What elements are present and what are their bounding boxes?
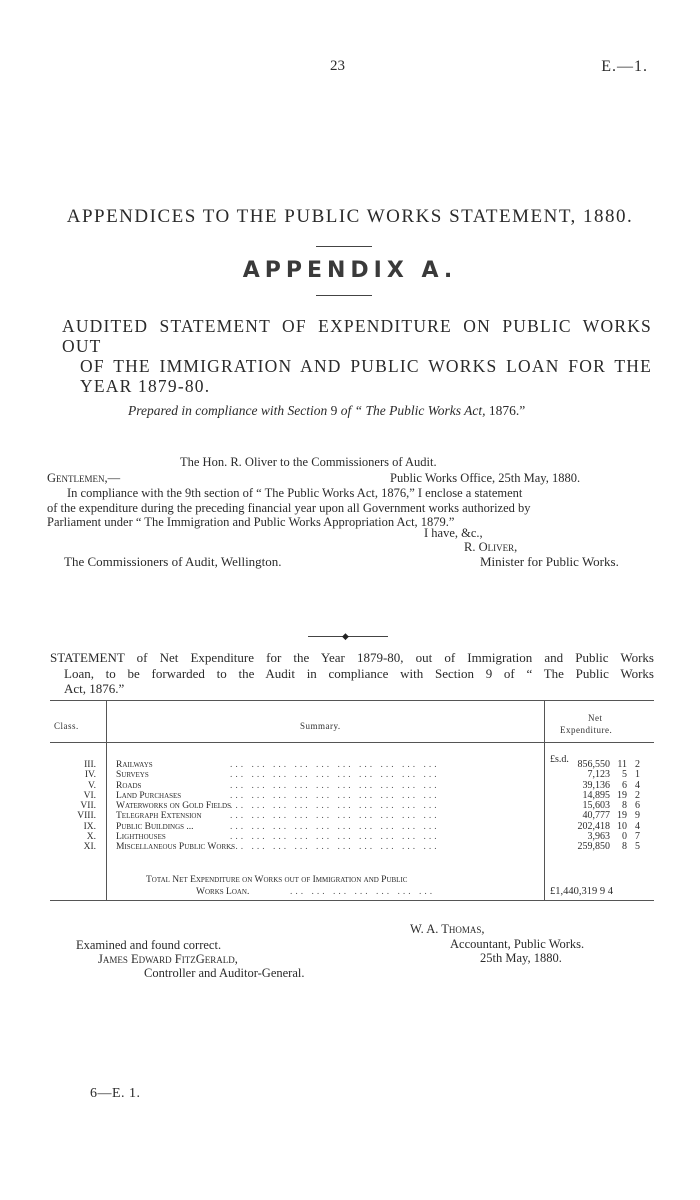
auditor-title: Controller and Auditor-General. <box>144 966 305 980</box>
amount-pounds: 40,777 <box>582 810 610 822</box>
prepared-section-number: 9 <box>330 403 338 418</box>
amount-shillings: 11 <box>617 759 627 770</box>
table-row <box>50 832 654 842</box>
unit-pence: d. <box>561 754 569 765</box>
expenditure-statement-heading <box>50 650 654 697</box>
amount-pence: 4 <box>635 779 640 791</box>
unit-pounds: £ <box>550 754 555 765</box>
amount-pounds: 202,418 <box>577 820 610 832</box>
row-summary: Roads <box>116 780 142 791</box>
accountant-name: W. A. Thomas, <box>410 922 485 936</box>
leader-dots: ... ... ... ... ... ... ... ... ... ... <box>230 770 440 781</box>
amount-pounds: 259,850 <box>577 841 610 853</box>
row-summary: Waterworks on Gold Fields <box>116 801 231 812</box>
amount-pounds: 15,603 <box>582 800 610 812</box>
row-summary: Railways <box>116 760 153 770</box>
table-row <box>50 811 654 821</box>
series-reference: E.—1. <box>601 58 648 75</box>
statement-title-line: YEAR 1879-80. <box>80 376 211 396</box>
column-header-expenditure: Expenditure. <box>560 725 613 735</box>
statement-heading-line: STATEMENT of Net Expenditure for the Year 1879-80, out of Immigration and Public Works <box>50 650 654 665</box>
letter-salutation: Gentlemen,— <box>47 471 121 485</box>
table-rows <box>50 760 654 853</box>
page-number: 23 <box>330 58 345 74</box>
amount-pence: 7 <box>635 831 640 843</box>
table-row <box>50 801 654 811</box>
accountant-date: 25th May, 1880. <box>480 951 562 965</box>
leader-dots: ... ... ... ... ... ... ... <box>290 887 436 897</box>
leader-dots: ... ... ... ... ... ... ... ... ... ... <box>230 821 440 832</box>
amount-shillings: 5 <box>622 769 627 781</box>
leader-dots: ... ... ... ... ... ... ... ... ... ... <box>230 801 440 812</box>
table-row <box>50 791 654 801</box>
statement-title <box>62 316 652 396</box>
leader-dots: ... ... ... ... ... ... ... ... ... ... <box>230 842 440 853</box>
column-header-summary: Summary. <box>300 721 341 731</box>
expenditure-table <box>50 700 654 900</box>
statement-title-line: OF THE IMMIGRATION AND PUBLIC WORKS LOAN FOR THE <box>80 356 652 376</box>
letter-body-line: Parliament under “ The Immigration and Public Works Appropriation Act, 1879.” <box>47 515 455 529</box>
leader-dots: ... ... ... ... ... ... ... ... ... ... <box>230 832 440 843</box>
divider-rule <box>316 295 372 296</box>
amount-shillings: 0 <box>622 831 627 843</box>
appendix-heading: APPENDIX A. <box>242 258 458 283</box>
letter-body-line: In compliance with the 9th section of “ The Public Works Act, 1876,” I enclose a statement <box>67 486 523 500</box>
unit-shillings: s. <box>555 754 562 765</box>
auditor-name: James Edward FitzGerald, <box>98 952 238 966</box>
total-amount: £1,440,319 9 4 <box>550 886 613 897</box>
letter-signatory: R. Oliver, <box>464 540 518 554</box>
letter-signatory-title: Minister for Public Works. <box>480 554 619 569</box>
letter-body <box>47 486 654 530</box>
ornament-diamond-icon: ◆ <box>342 631 349 641</box>
statement-heading-line: Loan, to be forwarded to the Audit in compliance with Section 9 of “ The Public Works <box>64 665 654 681</box>
row-class: X. <box>86 832 96 843</box>
row-summary: Telegraph Extension <box>116 811 202 822</box>
row-class: III. <box>84 760 96 770</box>
row-class: VIII. <box>77 811 96 822</box>
leader-dots: ... ... ... ... ... ... ... ... ... ... <box>230 780 440 791</box>
amount-pence: 1 <box>635 769 640 781</box>
table-rule <box>50 700 654 701</box>
amount-pence: 6 <box>635 800 640 812</box>
table-row <box>50 842 654 852</box>
prepared-year: 1876.” <box>488 403 526 418</box>
amount-pounds: 7,123 <box>587 769 610 781</box>
total-label-line: Total Net Expenditure on Works out of Immigration and Public <box>146 875 408 885</box>
amount-pence: 2 <box>635 759 640 770</box>
leader-dots: ... ... ... ... ... ... ... ... ... ... <box>230 790 440 801</box>
amount-shillings: 8 <box>622 800 627 812</box>
row-class: IX. <box>83 821 96 832</box>
table-row <box>50 760 654 770</box>
table-row <box>50 770 654 780</box>
amount-shillings: 6 <box>622 779 627 791</box>
letter-heading: The Hon. R. Oliver to the Commissioners of Audit. <box>180 455 437 469</box>
row-summary: Public Buildings ... <box>116 821 194 832</box>
leader-dots: ... ... ... ... ... ... ... ... ... ... <box>230 760 440 770</box>
amount-pence: 2 <box>635 789 640 801</box>
amount-shillings: 19 <box>617 810 627 822</box>
amount-pounds: 14,895 <box>582 789 610 801</box>
accountant-title: Accountant, Public Works. <box>450 937 585 951</box>
examined-note: Examined and found correct. <box>76 938 222 952</box>
amount-shillings: 19 <box>617 789 627 801</box>
table-row <box>50 822 654 832</box>
row-class: V. <box>87 780 96 791</box>
prepared-note <box>128 403 525 419</box>
amount-pence: 4 <box>635 820 640 832</box>
letter-office-date: Public Works Office, 25th May, 1880. <box>390 471 581 485</box>
letter-body-line: of the expenditure during the preceding financial year upon all Government works authorized by <box>47 500 531 515</box>
row-class: IV. <box>84 770 96 781</box>
column-header-class: Class. <box>54 721 79 731</box>
total-label-line: Works Loan. <box>196 887 250 897</box>
column-header-net: Net <box>588 713 603 723</box>
letter-addressee: The Commissioners of Audit, Wellington. <box>64 554 282 569</box>
amount-shillings: 8 <box>622 841 627 853</box>
row-class: XI. <box>83 842 96 853</box>
row-amount <box>550 842 650 852</box>
statement-heading-line: Act, 1876.” <box>64 681 125 696</box>
footer-signature-mark: 6—E. 1. <box>90 1086 141 1101</box>
table-rule <box>50 742 654 743</box>
row-summary: Lighthouses <box>116 832 166 843</box>
amount-pounds: 3,963 <box>587 831 610 843</box>
row-summary: Miscellaneous Public Works <box>116 842 236 853</box>
amount-pounds: 856,550 <box>577 759 610 770</box>
statement-title-line: AUDITED STATEMENT OF EXPENDITURE ON PUBLIC WORKS OUT <box>62 316 652 356</box>
prepared-text: of “ The Public Works Act, <box>340 403 486 418</box>
prepared-text: Prepared in compliance with Section <box>128 403 328 418</box>
letter-closing: I have, &c., <box>424 526 483 540</box>
table-rule <box>50 900 654 901</box>
main-title: APPENDICES TO THE PUBLIC WORKS STATEMENT, 1880. <box>66 206 634 227</box>
amount-pounds: 39,136 <box>582 779 610 791</box>
amount-pence: 5 <box>635 841 640 853</box>
row-summary: Surveys <box>116 770 149 781</box>
leader-dots: ... ... ... ... ... ... ... ... ... ... <box>230 811 440 822</box>
amount-shillings: 10 <box>617 820 627 832</box>
row-class: VI. <box>83 790 96 801</box>
row-class: VII. <box>80 801 96 812</box>
divider-rule <box>316 246 372 247</box>
row-summary: Land Purchases <box>116 790 182 801</box>
amount-pence: 9 <box>635 810 640 822</box>
table-row <box>50 781 654 791</box>
